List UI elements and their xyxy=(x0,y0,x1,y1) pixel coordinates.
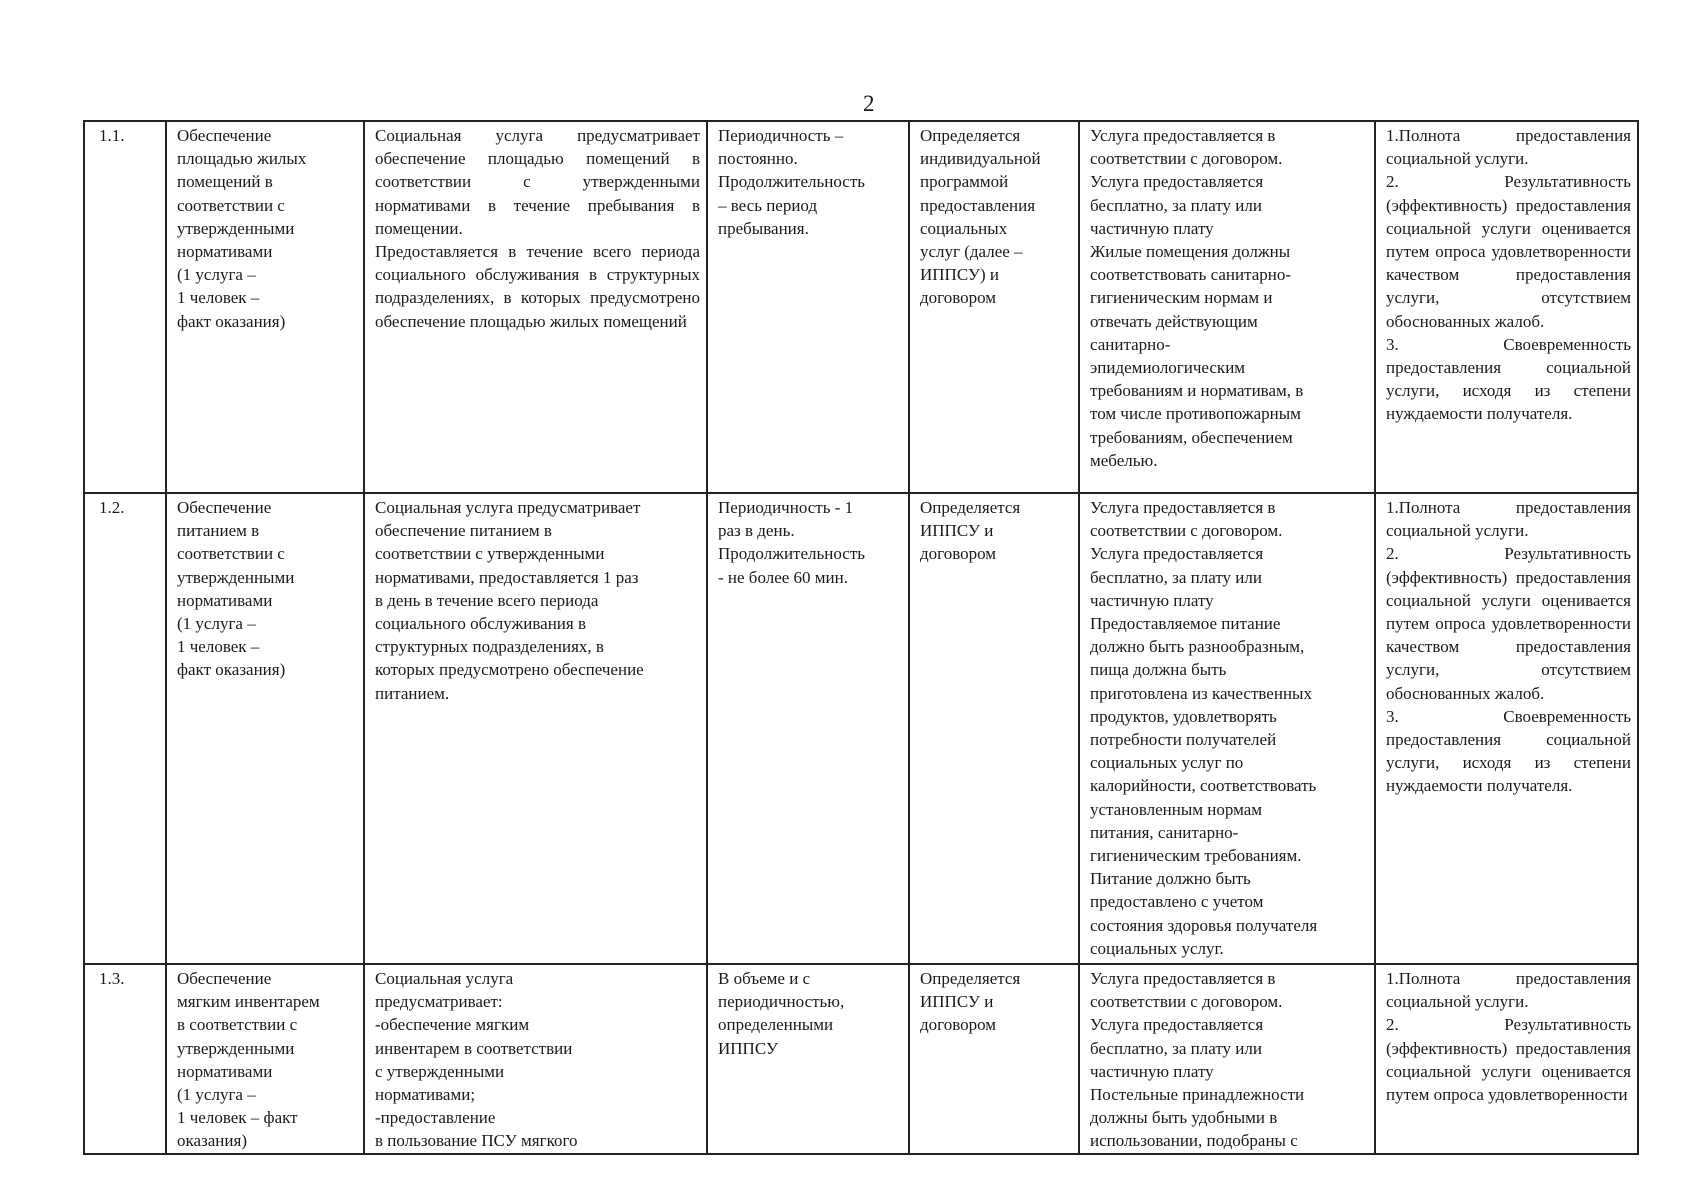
service-criteria: 1.Полнота предоставления социальной услуги. 2. Результативность (эффективность) предоставления социальной услуги оценивается путем опроса удовлетворенности xyxy=(1375,964,1638,1154)
table-row xyxy=(84,121,1638,493)
service-terms: Услуга предоставляется в соответствии с договором. Услуга предоставляется бесплатно, за плату или частичную плату Постельные принадлежности должны быть удобными в использовании, подобраны с xyxy=(1079,964,1375,1154)
service-number: 1.2. xyxy=(84,493,166,964)
page-number: 2 xyxy=(863,91,875,116)
service-content: Социальная услуга предусматривает обеспечение площадью помещений в соответствии с утвержденными нормативами в течение пребывания в помещении. Предоставляется в течение всего периода социального обслуживания в структурных подразделениях, в которых предусмотрено обеспечение площадью жилых помещений xyxy=(364,121,707,493)
service-period: Периодичность – постоянно. Продолжительность – весь период пребывания. xyxy=(707,121,909,493)
service-content: Социальная услуга предусматривает обеспечение питанием в соответствии с утвержденными нормативами, предоставляется 1 раз в день в течение всего периода социального обслуживания в структурных подразделениях, в которых предусмотрено обеспечение питанием. xyxy=(364,493,707,964)
service-period: В объеме и с периодичностью, определенными ИППСУ xyxy=(707,964,909,1154)
service-name: Обеспечение мягким инвентарем в соответствии с утвержденными нормативами (1 услуга – 1 человек – факт оказания) xyxy=(166,964,364,1154)
services-table xyxy=(83,120,1639,1155)
service-method: Определяется индивидуальной программой предоставления социальных услуг (далее – ИППСУ) и договором xyxy=(909,121,1079,493)
service-content: Социальная услуга предусматривает: -обеспечение мягким инвентарем в соответствии с утвержденными нормативами; -предоставление в пользование ПСУ мягкого xyxy=(364,964,707,1154)
service-method: Определяется ИППСУ и договором xyxy=(909,493,1079,964)
table-row xyxy=(84,964,1638,1154)
service-number: 1.1. xyxy=(84,121,166,493)
service-criteria: 1.Полнота предоставления социальной услуги. 2. Результативность (эффективность) предоставления социальной услуги оценивается путем опроса удовлетворенности качеством предоставления услуги, отсутствием обоснованных жалоб. 3. Своевременность предоставления социальной услуги, исходя из степени нуждаемости получателя. xyxy=(1375,121,1638,493)
table-row xyxy=(84,493,1638,964)
service-number: 1.3. xyxy=(84,964,166,1154)
service-method: Определяется ИППСУ и договором xyxy=(909,964,1079,1154)
service-criteria: 1.Полнота предоставления социальной услуги. 2. Результативность (эффективность) предоставления социальной услуги оценивается путем опроса удовлетворенности качеством предоставления услуги, отсутствием обоснованных жалоб. 3. Своевременность предоставления социальной услуги, исходя из степени нуждаемости получателя. xyxy=(1375,493,1638,964)
service-name: Обеспечение питанием в соответствии с утвержденными нормативами (1 услуга – 1 человек – факт оказания) xyxy=(166,493,364,964)
service-terms: Услуга предоставляется в соответствии с договором. Услуга предоставляется бесплатно, за плату или частичную плату Предоставляемое питание должно быть разнообразным, пища должна быть приготовлена из качественных продуктов, удовлетворять потребности получателей социальных услуг по калорийности, соответствовать установленным нормам питания, санитарно- гигиеническим требованиям. Питание должно быть предоставлено с учетом состояния здоровья получателя социальных услуг. xyxy=(1079,493,1375,964)
service-name: Обеспечение площадью жилых помещений в соответствии с утвержденными нормативами (1 услуга – 1 человек – факт оказания) xyxy=(166,121,364,493)
service-period: Периодичность - 1 раз в день. Продолжительность - не более 60 мин. xyxy=(707,493,909,964)
service-terms: Услуга предоставляется в соответствии с договором. Услуга предоставляется бесплатно, за плату или частичную плату Жилые помещения должны соответствовать санитарно- гигиеническим нормам и отвечать действующим санитарно- эпидемиологическим требованиям и нормативам, в том числе противопожарным требованиям, обеспечением мебелью. xyxy=(1079,121,1375,493)
